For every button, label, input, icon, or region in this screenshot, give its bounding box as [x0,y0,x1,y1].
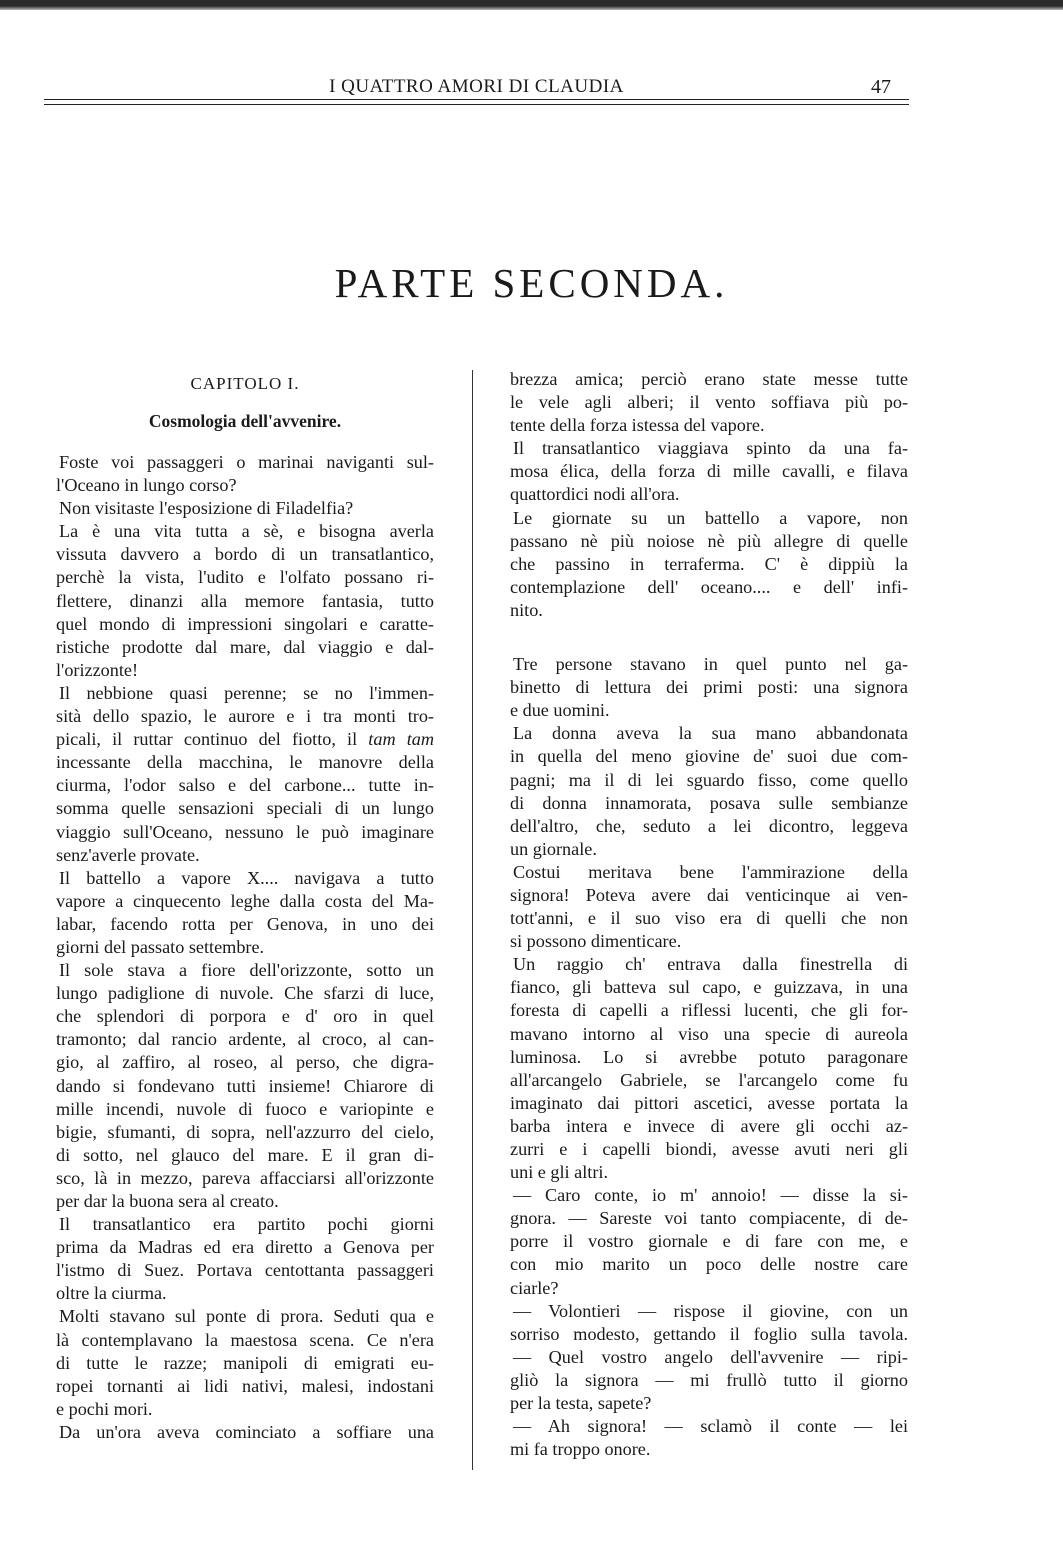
text-line: di tutte le razze; manipoli di emigrati eu- [56,1352,434,1373]
page-number: 47 [871,76,891,98]
text-line: di donna innamorata, posava sulle sembianze [510,792,908,813]
text-line: labar, facendo rotta per Genova, in uno dei [56,913,434,934]
text-line: mavano intorno al viso una specie di aureola [510,1023,908,1044]
text-line: gio, al zaffiro, al roseo, al perso, che digra- [56,1052,434,1073]
text-line: — Volontieri — rispose il giovine, con un [513,1300,908,1321]
text-line: prima da Madras ed era diretto a Genova per [56,1237,434,1258]
text-line: barba intera e invece di avere gli occhi az- [510,1115,908,1136]
text-line: sorriso modesto, gettando il foglio sulla tavola. [510,1323,908,1344]
text-line: ciurma, l'odor salso e del carbone... tutte in- [56,775,434,796]
text-line: picali, il ruttar continuo del fiotto, il tam tam [56,729,434,750]
text-line: nito. [510,599,543,620]
text-line: giorni del passato settembre. [56,936,265,957]
chapter-number: CAPITOLO I. [190,374,300,393]
section-break [510,622,908,653]
text-line: Il battello a vapore X.... navigava a tutto [59,867,434,888]
text-line: pagni; ma il di lei sguardo fisso, come quello [510,769,908,790]
text-line: sco, là in mezzo, pareva affacciarsi all'orizzonte [56,1167,434,1188]
text-line: tente della forza istessa del vapore. [510,415,765,436]
text-line: l'orizzonte! [56,659,139,680]
header-rule [44,99,909,105]
left-column-text [56,451,434,1444]
left-column [56,368,434,1444]
text-line: flettere, dinanzi alla memore fantasia, tutto [56,590,434,611]
text-line: gnora. — Sareste voi tanto compiacente, di de- [510,1208,908,1229]
text-line: — Caro conte, io m' annoio! — disse la si- [513,1185,908,1206]
text-line: bigie, sfumanti, di sopra, nell'azzurro del cielo, [56,1121,434,1142]
text-line: mille incendi, nuvole di fuoco e variopinte e [56,1098,434,1119]
text-line: viaggio sull'Oceano, nessuno le può imaginare [56,821,434,842]
text-line: fianco, gli batteva sul capo, e guizzava, in una [510,977,908,998]
text-line: mi fa troppo onore. [510,1439,651,1460]
text-line: per dar la buona sera al creato. [56,1191,279,1211]
chapter-title: Cosmologia dell'avvenire. [148,411,342,431]
text-line: brezza amica; perciò erano state messe tutte [510,369,908,389]
text-line: con mio marito un poco delle nostre care [510,1254,908,1275]
text-line: si possono dimenticare. [510,931,682,952]
text-line: gliò la signora — mi frullò tutto il giorno [510,1369,908,1390]
text-line: — Ah signora! — sclamò il conte — lei [513,1416,908,1437]
text-line: Tre persone stavano in quel punto nel ga- [513,654,908,675]
text-line: sità dello spazio, le aurore e i tra monti tro- [56,706,434,727]
text-line: foresta di capelli a riflessi lucenti, che gli for- [510,1000,908,1021]
text-line: — Quel vostro angelo dell'avvenire — ripi- [513,1346,908,1367]
text-line: signora! Poteva avere dai venticinque ai ven- [510,884,908,905]
text-line: Il transatlantico viaggiava spinto da una fa- [513,438,908,459]
text-line: dell'altro, che, seduto a lei dicontro, leggeva [510,815,908,836]
text-line: dando si fondevano tutti insieme! Chiarore di [56,1075,434,1096]
column-divider [472,370,473,1470]
part-title: PARTE SECONDA. [334,260,729,307]
text-line: mosa élica, della forza di mille cavalli, e filava [510,461,908,482]
text-line: Le giornate su un battello a vapore, non [513,507,908,528]
text-line: imaginato dai pittori ascetici, avesse portata la [510,1092,908,1113]
right-column-text-part2 [510,653,908,1461]
text-line: Il nebbione quasi perenne; se no l'immen- [59,682,434,703]
text-line: luminosa. Lo si avrebbe potuto paragonare [510,1046,908,1067]
text-line: ropei tornanti ai lidi nativi, malesi, indostani [56,1375,434,1396]
text-line: l'istmo di Suez. Portava centottanta passaggeri [56,1260,434,1281]
text-line: oltre la ciurma. [56,1283,167,1304]
text-line: che passino in terraferma. C' è dippiù la [510,553,908,574]
text-line: zurri e i capelli biondi, avesse avuti neri gli [510,1139,908,1159]
text-line: ristiche prodotte dal mare, dal viaggio e dal- [56,636,434,657]
text-line: contemplazione dell' oceano.... e dell' infi- [510,576,908,597]
text-line: all'arcangelo Gabriele, se l'arcangelo come fu [510,1069,908,1090]
text-line: un giornale. [510,838,597,859]
text-line: in quella del meno giovine de' suoi due com- [510,746,908,767]
text-line: Foste voi passaggeri o marinai naviganti sul- [59,452,434,472]
text-line: e due uomini. [510,700,610,721]
text-line: le vele agli alberi; il vento soffiava più po- [510,392,908,413]
text-line: ciarle? [510,1277,559,1298]
text-line: che splendori di porpora e d' oro in quel [56,1006,434,1027]
text-line: uni e gli altri. [510,1162,608,1183]
text-line: Molti stavano sul ponte di prora. Seduti qua e [59,1306,434,1327]
right-column [510,368,908,1461]
text-line: Il sole stava a fiore dell'orizzonte, sotto un [59,960,434,981]
text-line: senz'averle provate. [56,844,200,865]
text-line: passano nè più noiose nè più allegre di quelle [510,530,908,551]
text-line: perchè la vista, l'udito e l'olfato possano ri- [56,567,434,588]
text-line: Costui meritava bene l'ammirazione della [513,861,908,882]
text-line: Non visitaste l'esposizione di Filadelfia? [59,498,354,519]
text-line: quattordici nodi all'ora. [510,484,680,505]
text-line: tramonto; dal rancio ardente, al croco, al can- [56,1029,434,1050]
text-line: Da un'ora aveva cominciato a soffiare una [59,1421,434,1442]
text-line: di sotto, nel glauco del mare. E il gran di- [56,1144,434,1165]
text-line: La donna aveva la sua mano abbandonata [513,723,908,744]
right-column-text-part1 [510,368,908,622]
text-line: La è una vita tutta a sè, e bisogna averla [59,521,434,542]
text-line: binetto di lettura dei primi posti: una signora [510,677,908,698]
text-line: l'Oceano in lungo corso? [56,475,237,496]
text-line: somma quelle sensazioni speciali di un lungo [56,798,434,819]
text-line: quel mondo di impressioni singolari e caratte- [56,613,434,634]
running-title: I QUATTRO AMORI DI CLAUDIA [329,76,624,97]
text-line: vapore a cinquecento leghe dalla costa del Ma- [56,890,434,911]
text-line: porre il vostro giornale e di fare con me, e [510,1231,908,1252]
text-line: tott'anni, e il suo viso era di quelli che non [510,908,908,929]
text-line: Un raggio ch' entrava dalla finestrella di [513,954,908,975]
text-line: Il transatlantico era partito pochi giorni [59,1214,434,1235]
text-line: per la testa, sapete? [510,1393,652,1414]
page-top-edge [0,0,1063,10]
text-line: incessante della macchina, le manovre della [56,752,434,773]
text-line: là contemplavano la maestosa scena. Ce n'era [56,1329,434,1350]
text-line: e pochi mori. [56,1398,153,1419]
text-line: lungo padiglione di nuvole. Che sfarzi di luce, [56,983,434,1004]
text-line: vissuta davvero a bordo di un transatlantico, [56,544,434,565]
